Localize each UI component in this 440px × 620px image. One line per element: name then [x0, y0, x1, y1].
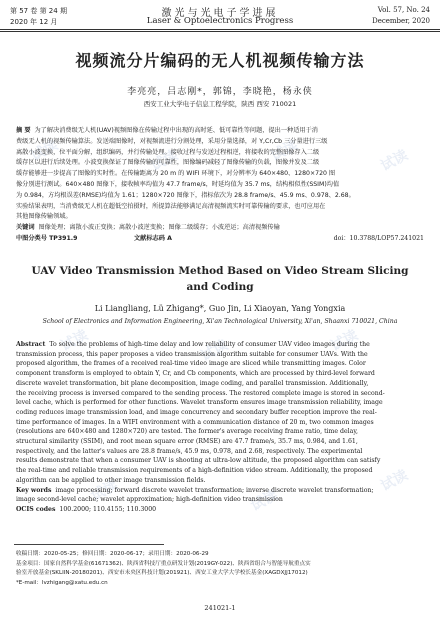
title-en-line: and Coding	[186, 281, 254, 293]
abstract-cn-line: 摘 要 为了解决消费级无人机(UAV)视频图像在传输过程中出现的高时延、低可靠性等问题，提出一种适用于消	[16, 127, 318, 134]
abstract-en-line: the real-time and reliable transmission requirements of a high-definition video stream. Additionally, the proposed	[16, 467, 373, 475]
classification-row	[16, 234, 424, 245]
watermark-text: 试读	[378, 467, 411, 495]
abstract-cn-label: 摘 要	[16, 127, 31, 134]
ocis-label: OCIS codes	[16, 505, 56, 513]
watermark-text: 试读	[248, 487, 281, 515]
footnote-divider	[14, 544, 164, 545]
footnote-email: *E-mail：lvzhigang@xatu.edu.cn	[16, 579, 108, 586]
header-journal-en: Laser & Optoelectronics Progress	[146, 16, 294, 26]
abstract-cn	[16, 126, 424, 245]
keywords-cn-label: 关键词	[16, 224, 35, 232]
abstract-cn-line: 费级无人机的视频传输算法。发送端图像时，对视频流进行分割处理，采用分量选择，对 Y,Cr,Cb 三分量进行三级	[16, 137, 328, 145]
abstract-en-line: time performance of images. In a WIFI environment with a communication distance of 20 m, two common images	[16, 418, 374, 426]
document-code: 文献标志码 A	[134, 234, 172, 242]
abstract-en-line: results demonstrate that when a consumer UAV is shooting at ultra-low altitude, the proposed algorithm can satisfy	[16, 457, 381, 465]
abstract-cn-line: 离散小波变换，位平面分解，组织编码，并行传输处理。接收过程与发送过程相逆，将接收的完整图像存入二级	[16, 148, 320, 156]
abstract-cn-line: 实验结果表明，当消费级无人机在超低空拍摄时，所提算法能够满足高清视频流实时可靠传输的要求，也可应用在	[16, 202, 326, 210]
abstract-en	[16, 340, 426, 515]
keywords-en-label: Key words	[16, 486, 52, 494]
title-cn: 视频流分片编码的无人机视频传输方法	[75, 51, 365, 70]
abstract-cn-line: 缓存区以进行后续处理。小波变换保证了图像传输的可靠性，图像编码减轻了图像传输的负载，图像并发及二级	[16, 159, 320, 167]
watermark-text: 试读	[198, 337, 231, 365]
header-journal-cn: 激光与光电子学进展	[161, 8, 279, 19]
footnotes	[16, 550, 426, 588]
keywords-cn: 关键词 图像处理；离散小波正变换；离散小波逆变换；图像二级缓存；小波逆运；高清视频传输	[16, 224, 280, 232]
abstract-en-line: discrete wavelet transformation, bit plane decomposition, image coding, and parallel transmission. Additionally,	[16, 379, 369, 387]
authors-en: Li Liangliang, Lü Zhigang*, Guo Jin, Li Xiaoyan, Yang Yongxia	[94, 304, 346, 313]
title-en	[0, 263, 440, 295]
header-divider	[0, 31, 440, 32]
watermark-text: 试读	[378, 147, 411, 175]
footnote-funding: 验室开放基金(SKLIIN-20180201)、西安市未央区科技计划(201921)、西安工业大学大学校长基金(XAGDXJJ17012)	[16, 570, 308, 577]
watermark-text: 试读	[268, 137, 301, 165]
header-divider	[0, 29, 440, 30]
abstract-en-line: (resolutions are 640×480 and 1280×720) are tested. The former's average receiving frame ratio, time delay,	[16, 428, 358, 436]
abstract-en-line: level cache, which is performed for other functions. Wavelet transform ensures image transmission reliability, image	[16, 399, 383, 407]
page-number: 241021-1	[204, 604, 236, 612]
keywords-en-line: image second-level cache; wavelet approximation; high-definition video transmission	[16, 496, 283, 504]
header-volume-en: Vol. 57, No. 24	[377, 6, 430, 14]
doi: doi：10.3788/LOP57.241021	[333, 234, 424, 242]
abstract-cn-line: 为 0.984，方均根误差(RMSE)均值为 1.61；1280×720 图像下，指标依次为 28.8 frame/s、45.9 ms、0.978、2.68。	[16, 191, 355, 199]
abstract-cn-line: 其他图像传输领域。	[16, 213, 72, 221]
title-en-line: UAV Video Transmission Method Based on Video Stream Slicing	[31, 265, 409, 277]
footnote-funding: 基金项目：国家自然科学基金(61671362)、陕西省科技厅重点研发计划(2019GY-022)、陕西省组合与智能导航重点实	[16, 560, 311, 567]
keywords-en: Key words image processing; forward discrete wavelet transformation; inverse discrete wavelet transformation;	[16, 486, 374, 494]
affiliation-en: School of Electronics and Information Engineering, Xi'an Technological University, Xi'an, Shaanxi 710021, China	[42, 318, 398, 325]
abstract-en-line: Abstract To solve the problems of high-time delay and low reliability of consumer UAV video images during the	[16, 341, 370, 348]
abstract-en-line: the receiving process is inversed compared to the sending process. The restored complete image is stored in second-	[16, 389, 385, 397]
header-date-cn: 2020 年 12 月	[10, 18, 58, 26]
abstract-cn-line: 像分别进行测试。640×480 图像下，接收帧率均值为 47.7 frame/s，时延均值为 35.7 ms，结构相似性(SSIM)均值	[16, 180, 340, 188]
abstract-en-line: respectively, and the latter's values are 28.8 frame/s, 45.9 ms, 0.978, and 2.68, respectively. The experimental	[16, 447, 363, 455]
watermark-text: 试读	[58, 327, 91, 355]
affiliation-cn: 西安工业大学电子信息工程学院，陕西 西安 710021	[143, 100, 297, 108]
abstract-en-line: component transform is employed to obtain Y, Cr, and Cb components, which are processed by third-level forward	[16, 370, 375, 378]
watermark-text: 试读	[328, 327, 361, 355]
watermark-text: 试读	[88, 477, 121, 505]
abstract-cn-line: 缓存能够进一步提高了图像的实时性。在传输距离为 20 m 的 WIFI 环境下，对分辨率为 640×480、1280×720 图	[16, 170, 336, 178]
abstract-en-line: structural similarity (SSIM), and root mean square error (RMSE) are 47.7 frame/s, 35.7 ms, 0.984, and 1.61,	[16, 438, 358, 446]
header-volume-cn: 第 57 卷 第 24 期	[10, 7, 67, 15]
clc-number: 中图分类号 TP391.9	[16, 234, 78, 242]
footnote-dates: 收稿日期：2020-05-25；修回日期：2020-06-17；录用日期：2020-06-29	[16, 551, 209, 557]
abstract-en-line: transmission process, this paper proposes a video transmission algorithm suitable for consumer UAVs. With the	[16, 350, 368, 358]
watermark-text: 试读	[28, 137, 61, 165]
abstract-en-line: algorithm can be applied to other image transmission fields.	[16, 476, 206, 484]
authors-cn: 李亮亮，吕志刚*，郭锦，李晓艳，杨永侠	[127, 87, 313, 97]
abstract-en-label: Abstract	[16, 341, 46, 348]
abstract-en-line: coding reduces image transmission load, and image concurrency and secondary buffer reception improve the real-	[16, 408, 377, 416]
ocis-codes: OCIS codes 100.2000; 110.4155; 110.3000	[16, 505, 157, 513]
watermark-text: 试读	[148, 147, 181, 175]
header-date-en: December, 2020	[372, 17, 430, 25]
abstract-en-line: proposed algorithm, the frames of a received real-time video image are sliced while transmitting images. Color	[16, 360, 366, 368]
